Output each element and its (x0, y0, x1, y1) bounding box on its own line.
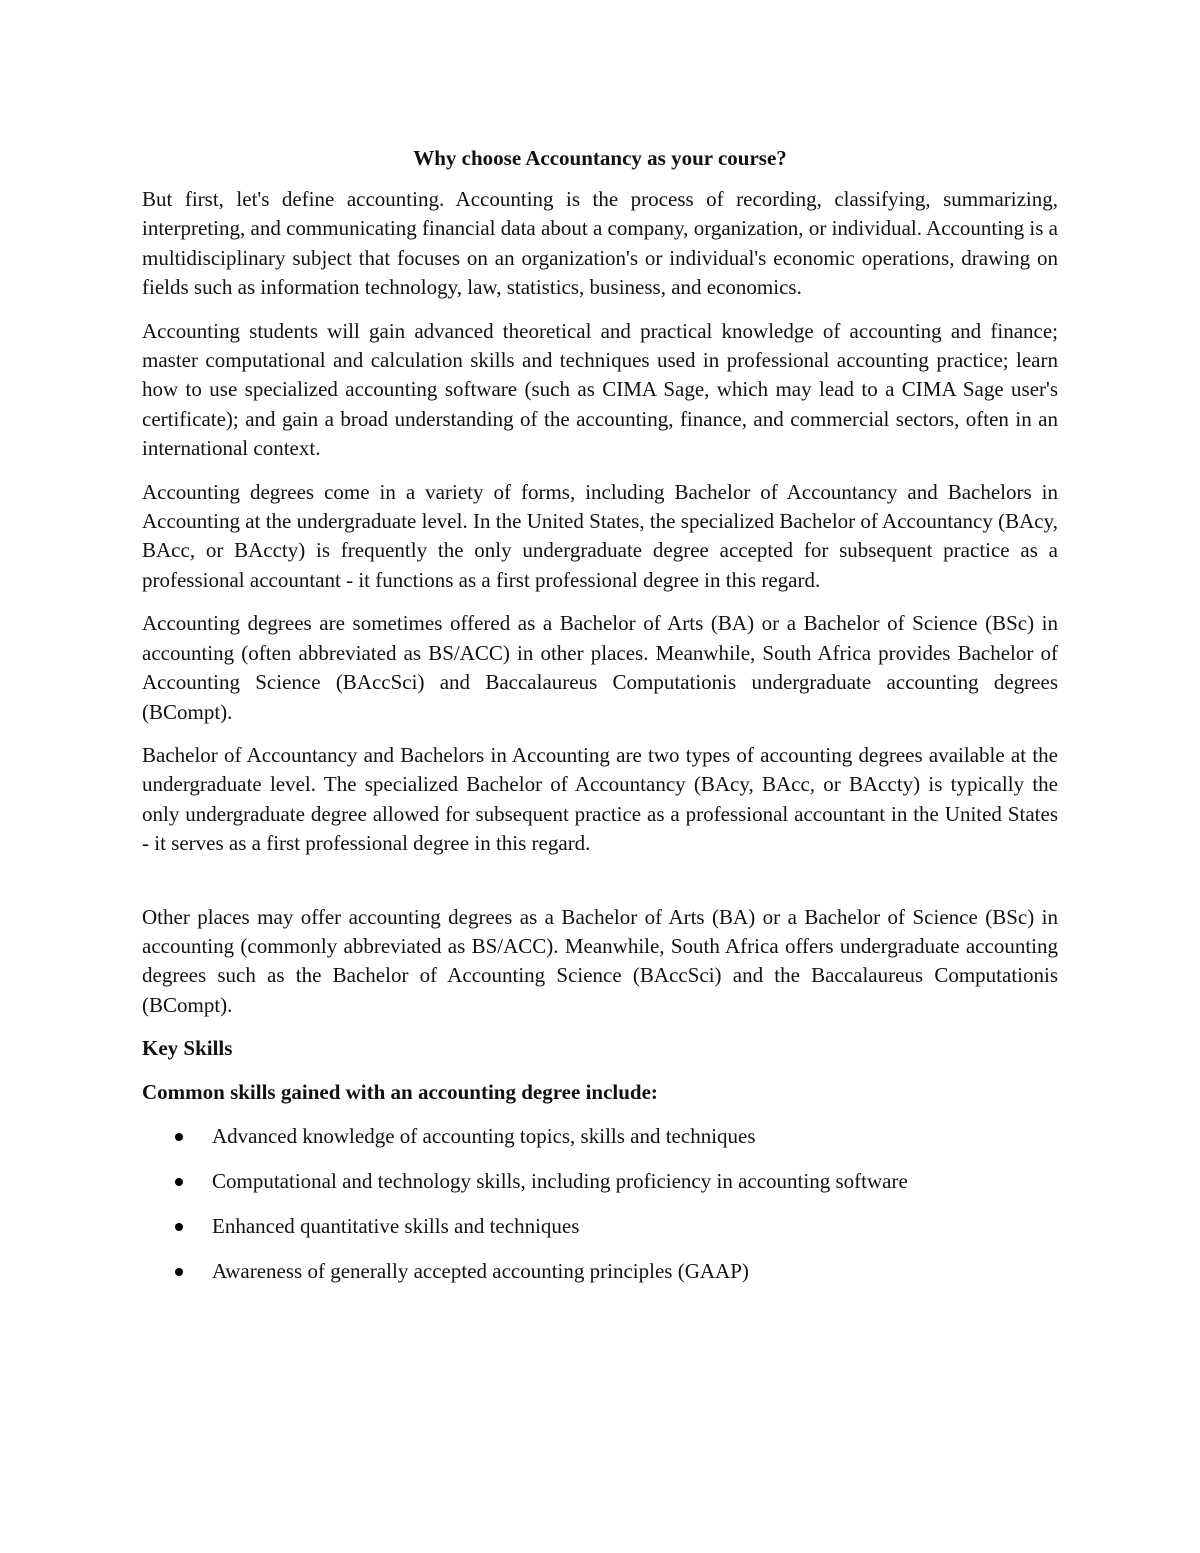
list-item (142, 1257, 1058, 1286)
skill-text: Advanced knowledge of accounting topics, skills and techniques (212, 1124, 756, 1149)
paragraph-students: Accounting students will gain advanced theoretical and practical knowledge of accounting and finance; master computational and calculation skills and techniques used in professional accounting practice; learn how to use specialized accounting software (such as CIMA Sage, which may lead to a CIMA Sage user's certificate); and gain a broad understanding of the accounting, finance, and commercial sectors, often in an international context. (142, 318, 1058, 461)
skill-text: Computational and technology skills, including proficiency in accounting software (212, 1169, 908, 1194)
paragraph-other-places: Accounting degrees are sometimes offered as a Bachelor of Arts (BA) or a Bachelor of Science (BSc) in accounting (often abbreviated as BS/ACC) in other places. Meanwhile, South Africa provides Bachelor of Accounting Science (BAccSci) and Baccalaureus Computationis undergraduate accounting degrees (BCompt). (142, 611, 1058, 724)
bullet-icon (175, 1223, 183, 1231)
list-item (142, 1167, 1058, 1196)
skills-list (142, 1122, 1058, 1286)
bullet-icon (175, 1133, 183, 1141)
paragraph-degree-types: Bachelor of Accountancy and Bachelors in Accounting are two types of accounting degrees available at the undergraduate level. The specialized Bachelor of Accountancy (BAcy, BAcc, or BAccty) is typically the only undergraduate degree allowed for subsequent practice as a professional accountant in the United States - it serves as a first professional degree in this regard. (142, 742, 1058, 856)
paragraph-degree-forms: Accounting degrees come in a variety of forms, including Bachelor of Accountancy and Bachelors in Accounting at the undergraduate level. In the United States, the specialized Bachelor of Accountancy (BAcy, BAcc, or BAccty) is frequently the only undergraduate degree accepted for subsequent practice as a professional accountant - it functions as a first professional degree in this regard. (142, 479, 1058, 592)
paragraph-other-places-offer: Other places may offer accounting degrees as a Bachelor of Arts (BA) or a Bachelor of Science (BSc) in accounting (commonly abbreviated as BS/ACC). Meanwhile, South Africa offers undergraduate accounting degrees such as the Bachelor of Accounting Science (BAccSci) and the Baccalaureus Computationis (BCompt). (142, 904, 1058, 1017)
skill-text: Awareness of generally accepted accounting principles (GAAP) (212, 1259, 749, 1284)
document-title: Why choose Accountancy as your course? (413, 146, 787, 170)
document-page (142, 144, 1058, 1302)
key-skills-heading: Key Skills (142, 1036, 233, 1061)
list-item (142, 1212, 1058, 1241)
bullet-icon (175, 1178, 183, 1186)
skill-text: Enhanced quantitative skills and techniques (212, 1214, 580, 1239)
list-item (142, 1122, 1058, 1151)
paragraph-definition: But first, let's define accounting. Accounting is the process of recording, classifying, summarizing, interpreting, and communicating financial data about a company, organization, or individual. Accounting is a multidisciplinary subject that focuses on an organization's or individual's economic operations, drawing on fields such as information technology, law, statistics, business, and economics. (142, 187, 1058, 300)
bullet-icon (175, 1268, 183, 1276)
skills-intro-heading: Common skills gained with an accounting degree include: (142, 1080, 658, 1105)
